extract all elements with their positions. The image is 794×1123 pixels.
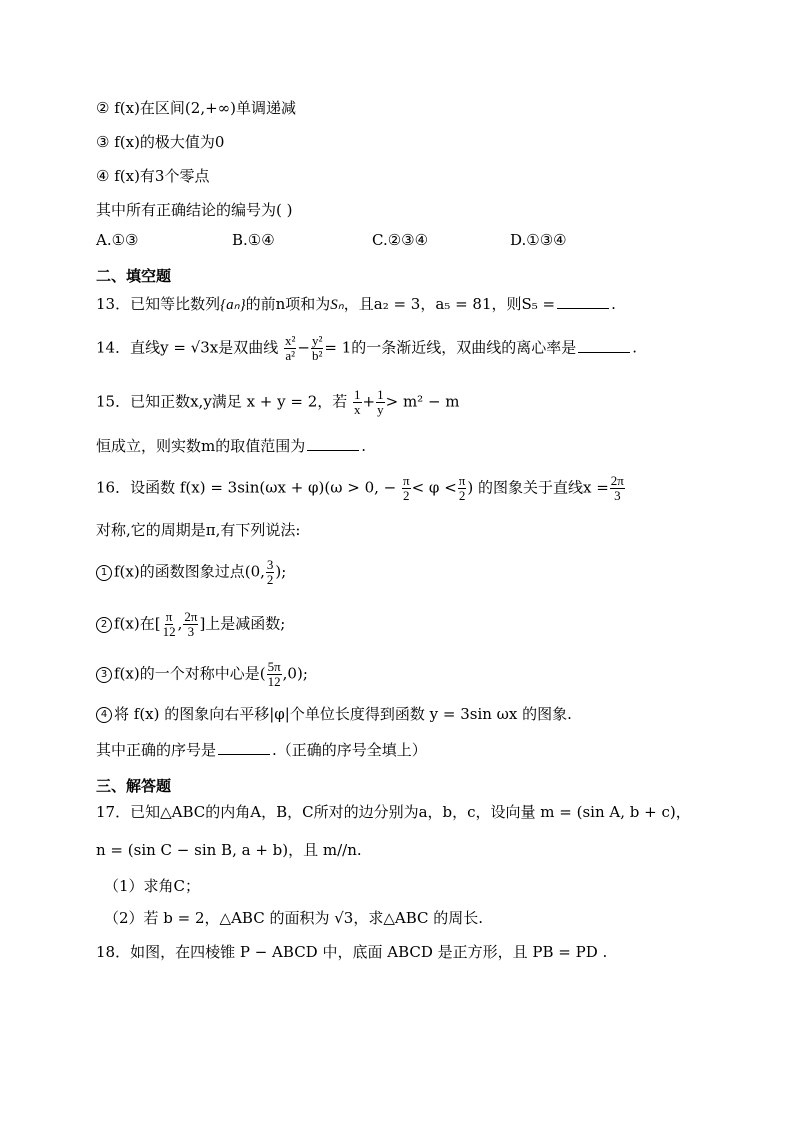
option-c: C.②③④ xyxy=(372,231,429,249)
circled-number-icon: 2 xyxy=(96,617,112,633)
question-13 xyxy=(96,294,616,315)
circled-number-icon: 1 xyxy=(96,565,112,581)
question-16 xyxy=(96,474,626,503)
question-number: 15． xyxy=(96,392,131,411)
q13-text-b: 的前n项和为 xyxy=(245,295,331,313)
q16-claim-2: 2 f(x)在[ $\frac{\pi}{12}$ , $\frac{2\pi}{3}$ ]上是减函数; xyxy=(96,610,285,639)
fraction xyxy=(183,610,198,639)
denominator: a² xyxy=(285,348,296,363)
option-d: D.①③④ xyxy=(510,231,567,249)
q15-text-b: > m² − m xyxy=(385,392,460,411)
denominator: 2 xyxy=(458,488,466,503)
q13-text-a: 已知等比数列 xyxy=(130,295,221,313)
fraction xyxy=(284,334,296,363)
fraction xyxy=(266,558,275,587)
answer-blank xyxy=(218,740,270,755)
denominator: y xyxy=(377,402,384,417)
claim-text: f(x)的一个对称中心是( xyxy=(114,664,266,683)
circled-number-icon: 4 xyxy=(96,707,112,723)
denominator: 2 xyxy=(403,488,410,503)
circled-number-icon: 3 xyxy=(96,667,112,683)
q16-ans-b: .（正确的序号全填上） xyxy=(272,741,427,759)
denominator: 2 xyxy=(266,572,274,587)
fraction xyxy=(267,660,282,689)
numerator: x² xyxy=(285,333,296,348)
question-15-line-2 xyxy=(96,436,366,456)
q16-claim-4 xyxy=(96,704,572,724)
question-16-line-2: 对称,它的周期是π,有下列说法: xyxy=(96,521,301,539)
q17-part-1: （1）求角C； xyxy=(104,877,201,895)
q16-claim-3 xyxy=(96,660,308,689)
q13-sequence: {aₙ} xyxy=(220,297,246,313)
q16-ans-a: 其中正确的序号是 xyxy=(96,741,217,759)
q15-text-a: 已知正数x,y满足 x + y = 2，若 xyxy=(130,392,348,411)
question-15 xyxy=(96,388,460,417)
q16-answer-line xyxy=(96,740,427,760)
numerator: π xyxy=(165,609,173,624)
section-title-solutions: 三、解答题 xyxy=(96,777,172,795)
q16-text-b: ) 的图象关于直线x = xyxy=(467,478,609,497)
section-title-fill-in: 二、填空题 xyxy=(96,267,172,285)
answer-blank xyxy=(578,338,630,353)
q13-sn: Sₙ xyxy=(330,297,344,313)
option-a: A.①③ xyxy=(96,231,139,249)
fraction xyxy=(402,474,411,503)
fraction xyxy=(353,388,362,417)
question-14: 14．直线y = √3x是双曲线 $\frac{\text{x²}}{\text{a²}}$ − $\frac{\text{y²}}{\text{b²}}$ = 1的一条渐近线，双曲线的离心率是 . xyxy=(96,333,638,363)
q14-text-b: = 1的一条渐近线，双曲线的离心率是 xyxy=(324,338,577,357)
numerator: y² xyxy=(312,333,323,348)
question-18 xyxy=(96,942,607,962)
question-17-line-2: n = (sin C − sin B, a + b)，且 m//n. xyxy=(96,841,362,859)
denominator: x xyxy=(354,402,361,417)
question-17 xyxy=(96,802,691,822)
claim-text: ); xyxy=(275,562,287,581)
q18-text: 如图，在四棱锥 P − ABCD 中，底面 ABCD 是正方形，且 PB = PD . xyxy=(130,943,608,961)
question-number: 18． xyxy=(96,943,131,961)
question-number: 13． xyxy=(96,295,131,313)
numerator: 2π xyxy=(184,609,198,624)
claim-text: ]上是减函数; xyxy=(199,614,286,633)
denominator: 3 xyxy=(187,624,195,639)
denominator: 12 xyxy=(267,674,281,689)
numerator: 5π xyxy=(267,659,281,674)
answer-blank xyxy=(557,294,609,309)
claim-text: f(x)在[ xyxy=(114,614,161,633)
numerator: 3 xyxy=(266,557,274,572)
question-number: 17． xyxy=(96,803,131,821)
numerator: π xyxy=(458,473,466,488)
q14-end: . xyxy=(632,338,638,357)
claim-text: f(x)的函数图象过点(0, xyxy=(114,562,265,581)
numerator: 2π xyxy=(610,473,624,488)
q17-line1: 已知△ABC的内角A，B，C所对的边分别为a，b，c，设向量 m = (sin A, b + c)， xyxy=(130,803,691,821)
question-number: 16． xyxy=(96,478,131,497)
fraction xyxy=(311,334,323,363)
q15-line2: 恒成立，则实数m的取值范围为 xyxy=(96,437,306,455)
option-b: B.①④ xyxy=(232,231,275,249)
numerator: 1 xyxy=(377,387,384,402)
denominator: 12 xyxy=(162,624,176,639)
q15-end: . xyxy=(361,437,367,455)
claim-text: 将 f(x) 的图象向右平移|φ|个单位长度得到函数 y = 3sin ωx 的图象. xyxy=(114,705,572,723)
q13-end: . xyxy=(611,295,616,313)
fraction xyxy=(162,610,177,639)
fraction xyxy=(610,474,625,503)
question-number: 14． xyxy=(96,338,131,357)
statement-2: ② f(x)在区间(2,+∞)单调递减 xyxy=(96,99,297,117)
statement-4: ④ f(x)有3个零点 xyxy=(96,167,210,185)
numerator: 1 xyxy=(354,387,361,402)
fraction xyxy=(458,474,467,503)
plus-sign: + xyxy=(362,392,376,411)
q13-text-c: ，且a₂ = 3，a₅ = 81，则S₅ = xyxy=(343,295,556,313)
statement-3: ③ f(x)的极大值为0 xyxy=(96,133,225,151)
numerator: π xyxy=(403,473,410,488)
denominator: 3 xyxy=(614,488,621,503)
denominator: b² xyxy=(312,348,323,363)
answer-blank xyxy=(307,436,359,451)
q16-text-a: 设函数 f(x) = 3sin(ωx + φ)(ω > 0, − xyxy=(130,478,397,497)
q16-lt: < φ < xyxy=(411,478,457,497)
claim-text: ,0); xyxy=(282,664,308,683)
q17-part-2: （2）若 b = 2，△ABC 的面积为 √3，求△ABC 的周长. xyxy=(104,909,484,927)
fraction xyxy=(376,388,385,417)
question-12-stem-end: 其中所有正确结论的编号为( ) xyxy=(96,201,293,219)
q16-claim-1 xyxy=(96,558,286,587)
q14-text-a: 直线y = √3x是双曲线 xyxy=(130,338,279,357)
